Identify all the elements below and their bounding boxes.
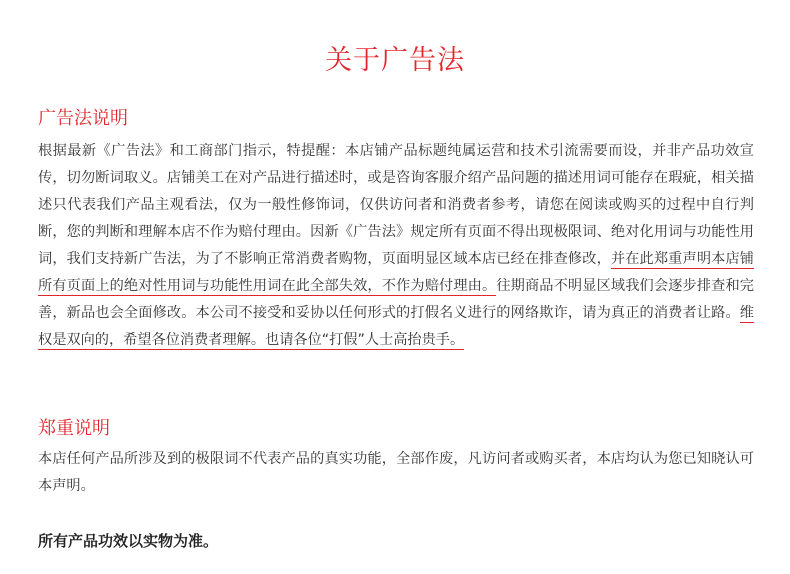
ad-law-highlight-1: 并在此郑重声明本店铺所有页面上的绝对性用词与功能性用词在此全部失效，不作为赔付理由。 bbox=[38, 251, 754, 294]
section-heading-ad-law: 广告法说明 bbox=[38, 108, 128, 129]
ad-law-body-1: 根据最新《广告法》和工商部门指示，特提醒：本店铺产品标题纯属运营和技术引流需要而设，并非产品功效宣传，切勿断词取义。店铺美工在对产品进行描述时，或是咨询客服介绍产品问题的描述用词可能存在瑕疵，相关描述只代表我们产品主观看法，仅为一般性修饰词，仅供访问者和消费者参考，请您在阅读或购买的过程中自行判断，您的判断和理解本店不作为赔付理由。因新《广告法》规定所有页面不得出现极限词、绝对化用词与功能性用词，我们支持新广告法，为了不影响正常消费者购物，页面明显区域本店已经在排查修改， bbox=[38, 143, 754, 267]
solemn-statement: 本店任何产品所涉及到的极限词不代表产品的真实功能，全部作废，凡访问者或购买者，本店均认为您已知晓认可本声明。 bbox=[38, 451, 754, 494]
page-title: 关于广告法 bbox=[325, 45, 465, 76]
ad-law-explanation bbox=[38, 138, 754, 354]
closing-note: 所有产品功效以实物为准。 bbox=[38, 532, 219, 550]
section-heading-solemn: 郑重说明 bbox=[38, 418, 110, 439]
ad-law-highlight-2: 维权是双向的，希望各位消费者理解。也请各位“打假”人士高抬贵手。 bbox=[38, 305, 754, 348]
ad-law-body-2: 往期商品不明显区域我们会逐步排查和完善，新品也会全面修改。本公司不接受和妥协以任何形式的打假名义进行的网络欺诈，请为真正的消费者让路。 bbox=[38, 278, 754, 321]
